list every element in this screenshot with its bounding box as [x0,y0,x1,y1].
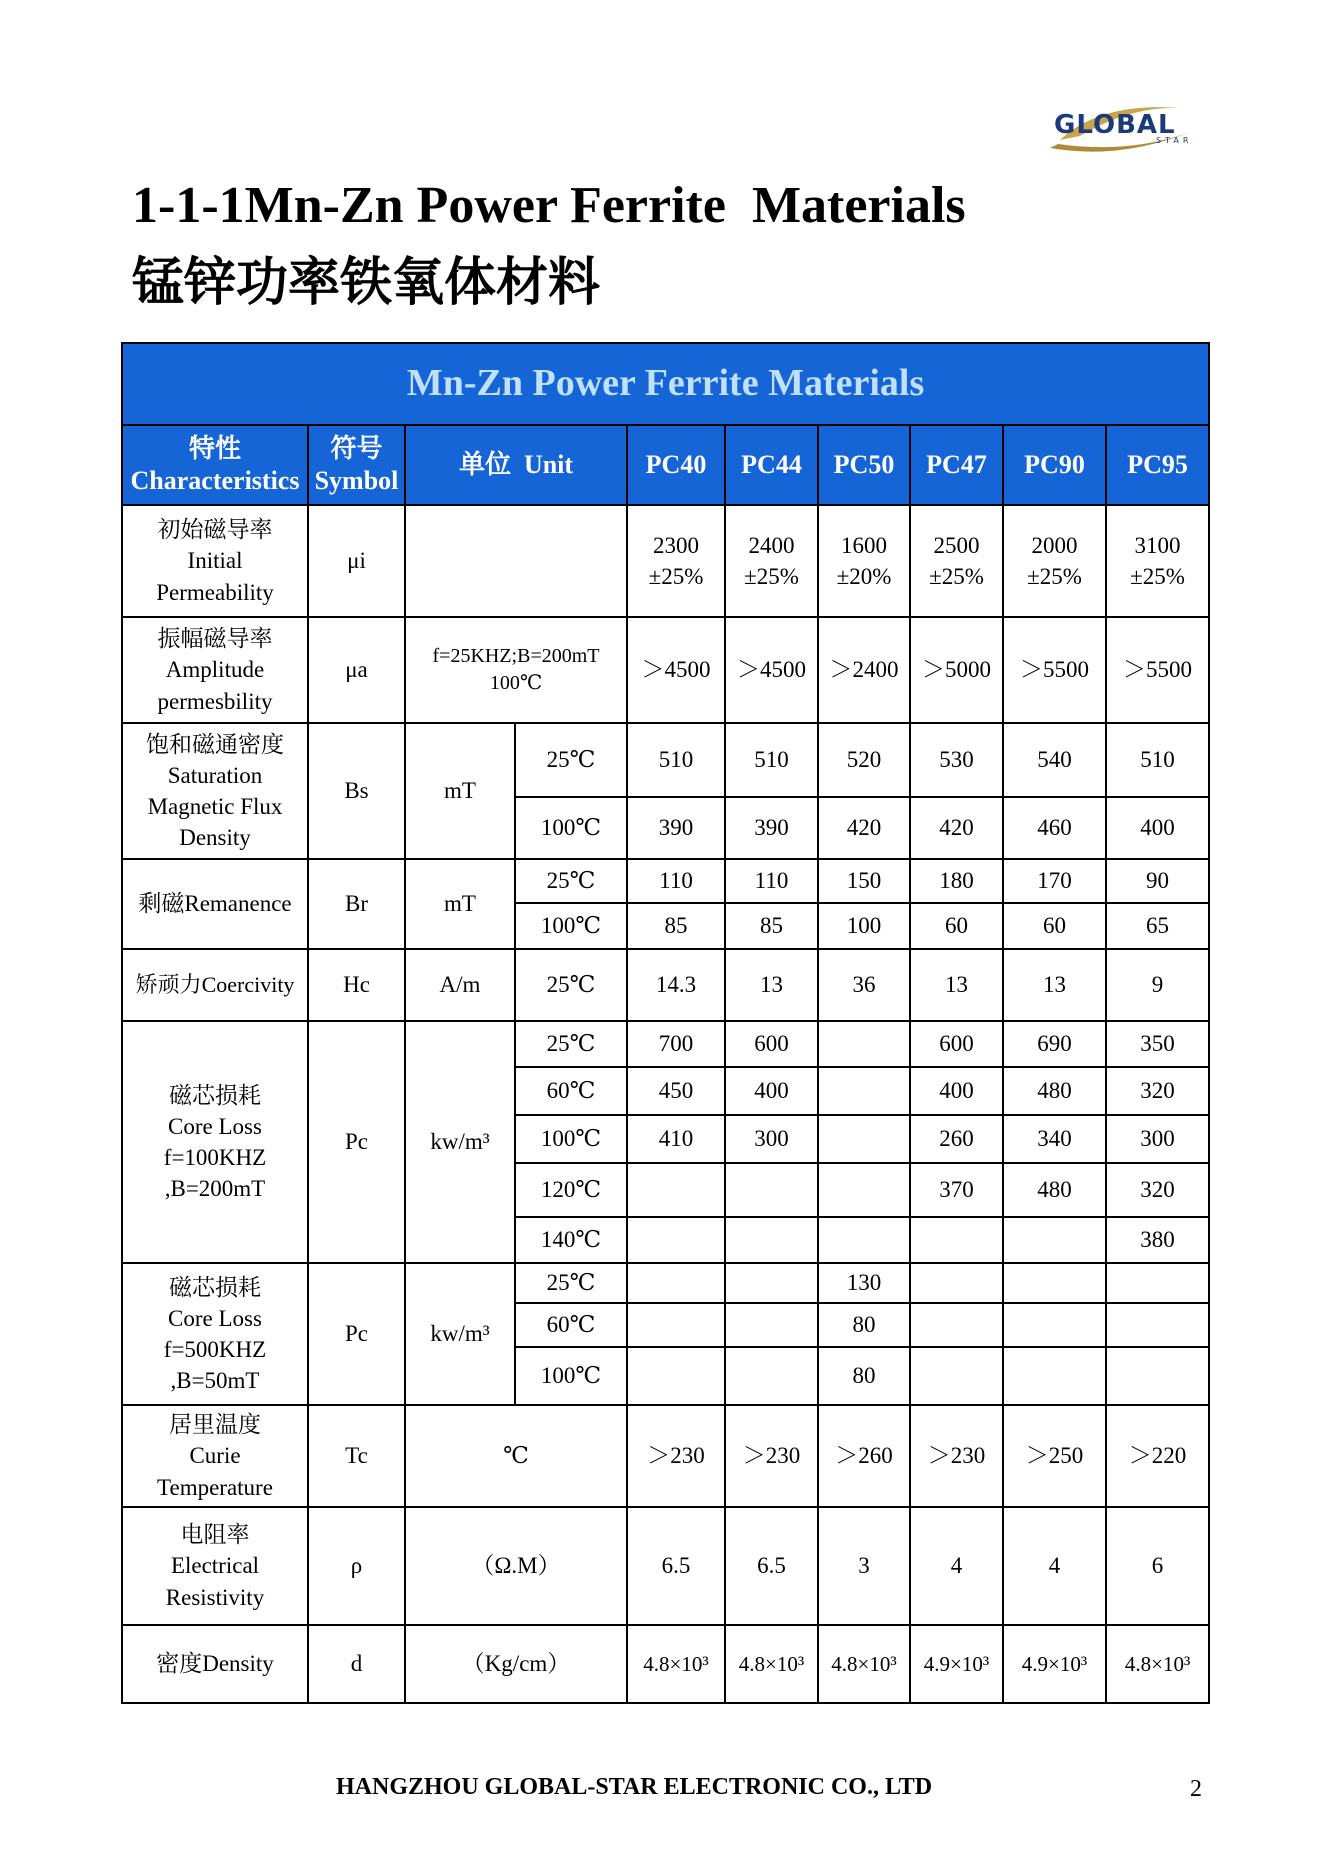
cell: 510 [1106,723,1209,797]
cell: 510 [627,723,725,797]
cell: 380 [1106,1217,1209,1263]
cell: 4.9×10³ [1003,1625,1106,1703]
cell [1106,1303,1209,1347]
cell: ＞4500 [725,617,818,723]
cell: 540 [1003,723,1106,797]
table-banner-row [122,343,1209,425]
company-logo [1040,92,1210,162]
table-row [122,1507,1209,1625]
cell: 6.5 [725,1507,818,1625]
cell: 420 [818,797,910,859]
cell: 13 [725,949,818,1021]
row-condition: f=25KHZ;B=200mT 100℃ [405,617,627,723]
table-row [122,859,1209,903]
cell [1106,1263,1209,1303]
cell: 600 [910,1021,1003,1067]
cell: ＞5500 [1003,617,1106,723]
cell: 13 [910,949,1003,1021]
row-temp: 60℃ [515,1303,627,1347]
cell: 350 [1106,1021,1209,1067]
row-label: 磁芯损耗 Core Loss f=500KHZ ,B=50mT [122,1263,308,1405]
cell [627,1347,725,1405]
cell [910,1303,1003,1347]
table-row [122,617,1209,723]
cell: 60 [910,903,1003,949]
row-unit: mT [405,723,515,859]
table-row [122,723,1209,797]
cell: 14.3 [627,949,725,1021]
cell: 260 [910,1115,1003,1163]
row-label: 饱和磁通密度 Saturation Magnetic Flux Density [122,723,308,859]
cell: 450 [627,1067,725,1115]
cell: 400 [910,1067,1003,1115]
header-material: PC40 [627,425,725,505]
row-unit: （Ω.M） [405,1507,627,1625]
cell [1003,1347,1106,1405]
table-row [122,949,1209,1021]
cell [1003,1217,1106,1263]
cell [818,1021,910,1067]
row-temp: 100℃ [515,797,627,859]
cell: 13 [1003,949,1106,1021]
cell: 300 [725,1115,818,1163]
row-symbol: d [308,1625,405,1703]
cell: 85 [725,903,818,949]
cell: 9 [1106,949,1209,1021]
cell [818,1067,910,1115]
header-symbol: 符号 Symbol [308,425,405,505]
cell [1003,1303,1106,1347]
cell: 65 [1106,903,1209,949]
page-number: 2 [1190,1776,1202,1802]
table-row [122,1263,1209,1303]
cell [818,1217,910,1263]
cell: 300 [1106,1115,1209,1163]
cell: ＞230 [725,1405,818,1507]
table-banner: Mn-Zn Power Ferrite Materials [122,343,1209,425]
cell: 2300 ±25% [627,505,725,617]
cell: 6 [1106,1507,1209,1625]
cell: 150 [818,859,910,903]
cell: 690 [1003,1021,1106,1067]
cell: 80 [818,1347,910,1405]
cell: 36 [818,949,910,1021]
row-temp: 120℃ [515,1163,627,1217]
row-temp: 140℃ [515,1217,627,1263]
cell: 530 [910,723,1003,797]
row-temp: 25℃ [515,1263,627,1303]
cell: ＞230 [627,1405,725,1507]
row-label: 居里温度 Curie Temperature [122,1405,308,1507]
cell [818,1115,910,1163]
row-unit: A/m [405,949,515,1021]
row-unit: （Kg/cm） [405,1625,627,1703]
row-label: 振幅磁导率 Amplitude permesbility [122,617,308,723]
cell: 390 [627,797,725,859]
cell [910,1263,1003,1303]
row-symbol: Tc [308,1405,405,1507]
cell: 410 [627,1115,725,1163]
header-material: PC95 [1106,425,1209,505]
cell: 110 [725,859,818,903]
cell: 4.8×10³ [818,1625,910,1703]
row-temp: 25℃ [515,1021,627,1067]
row-symbol: Br [308,859,405,949]
cell [725,1347,818,1405]
row-temp: 100℃ [515,903,627,949]
row-symbol: Hc [308,949,405,1021]
ferrite-spec-table [121,342,1210,1704]
header-material: PC90 [1003,425,1106,505]
cell: ＞5500 [1106,617,1209,723]
cell: 320 [1106,1163,1209,1217]
cell: 480 [1003,1067,1106,1115]
cell: 2400 ±25% [725,505,818,617]
cell: 4.9×10³ [910,1625,1003,1703]
table-row [122,1405,1209,1507]
page-title-chinese: 锰锌功率铁氧体材料 [132,255,601,312]
header-material: PC50 [818,425,910,505]
cell: 520 [818,723,910,797]
cell: ＞2400 [818,617,910,723]
cell: 390 [725,797,818,859]
row-label: 矫顽力Coercivity [122,949,308,1021]
cell: ＞220 [1106,1405,1209,1507]
row-temp: 100℃ [515,1115,627,1163]
cell: 4.8×10³ [725,1625,818,1703]
cell [725,1217,818,1263]
cell: 480 [1003,1163,1106,1217]
cell [1003,1263,1106,1303]
cell: 80 [818,1303,910,1347]
cell [910,1347,1003,1405]
cell: 370 [910,1163,1003,1217]
cell: 3100 ±25% [1106,505,1209,617]
cell: ＞250 [1003,1405,1106,1507]
page-title-english: 1-1-1Mn-Zn Power Ferrite Materials [132,177,966,234]
logo-text: GLOBAL [1054,110,1176,140]
cell: 400 [1106,797,1209,859]
cell: 110 [627,859,725,903]
row-symbol: μa [308,617,405,723]
cell: ＞4500 [627,617,725,723]
cell [627,1263,725,1303]
row-unit-empty [405,505,627,617]
cell: 4.8×10³ [1106,1625,1209,1703]
row-symbol: μi [308,505,405,617]
row-unit: kw/m³ [405,1021,515,1263]
cell [627,1217,725,1263]
row-temp: 25℃ [515,723,627,797]
cell: 2500 ±25% [910,505,1003,617]
cell: 460 [1003,797,1106,859]
cell: 60 [1003,903,1106,949]
company-footer: HANGZHOU GLOBAL-STAR ELECTRONIC CO., LTD [336,1774,933,1800]
cell: 100 [818,903,910,949]
cell: 400 [725,1067,818,1115]
cell: 180 [910,859,1003,903]
cell [627,1163,725,1217]
header-material: PC47 [910,425,1003,505]
row-label: 磁芯损耗 Core Loss f=100KHZ ,B=200mT [122,1021,308,1263]
header-characteristics: 特性 Characteristics [122,425,308,505]
cell: 4 [910,1507,1003,1625]
cell [818,1163,910,1217]
row-temp: 100℃ [515,1347,627,1405]
cell [627,1303,725,1347]
cell: 2000 ±25% [1003,505,1106,617]
cell: 4.8×10³ [627,1625,725,1703]
cell: 700 [627,1021,725,1067]
row-symbol: Pc [308,1263,405,1405]
table-row [122,1625,1209,1703]
row-temp: 25℃ [515,949,627,1021]
cell [725,1163,818,1217]
cell: 130 [818,1263,910,1303]
cell: 6.5 [627,1507,725,1625]
cell: 340 [1003,1115,1106,1163]
cell: 320 [1106,1067,1209,1115]
cell: ＞260 [818,1405,910,1507]
row-label: 电阻率 Electrical Resistivity [122,1507,308,1625]
cell: 510 [725,723,818,797]
header-unit: 单位 Unit [405,425,627,505]
cell: 420 [910,797,1003,859]
row-label: 初始磁导率 Initial Permeability [122,505,308,617]
row-symbol: Pc [308,1021,405,1263]
cell: ＞5000 [910,617,1003,723]
header-material: PC44 [725,425,818,505]
cell: 600 [725,1021,818,1067]
row-temp: 25℃ [515,859,627,903]
cell [725,1263,818,1303]
cell: 4 [1003,1507,1106,1625]
cell: 85 [627,903,725,949]
table-row [122,505,1209,617]
cell: 90 [1106,859,1209,903]
table-row [122,1021,1209,1067]
cell [1106,1347,1209,1405]
row-unit: ℃ [405,1405,627,1507]
row-temp: 60℃ [515,1067,627,1115]
cell [910,1217,1003,1263]
table-header-row [122,425,1209,505]
cell: 170 [1003,859,1106,903]
row-symbol: Bs [308,723,405,859]
row-label: 剩磁Remanence [122,859,308,949]
cell [725,1303,818,1347]
cell: 1600 ±20% [818,505,910,617]
row-label: 密度Density [122,1625,308,1703]
cell: ＞230 [910,1405,1003,1507]
row-symbol: ρ [308,1507,405,1625]
row-unit: mT [405,859,515,949]
cell: 3 [818,1507,910,1625]
row-unit: kw/m³ [405,1263,515,1405]
logo-subtext: STAR [1156,136,1193,145]
